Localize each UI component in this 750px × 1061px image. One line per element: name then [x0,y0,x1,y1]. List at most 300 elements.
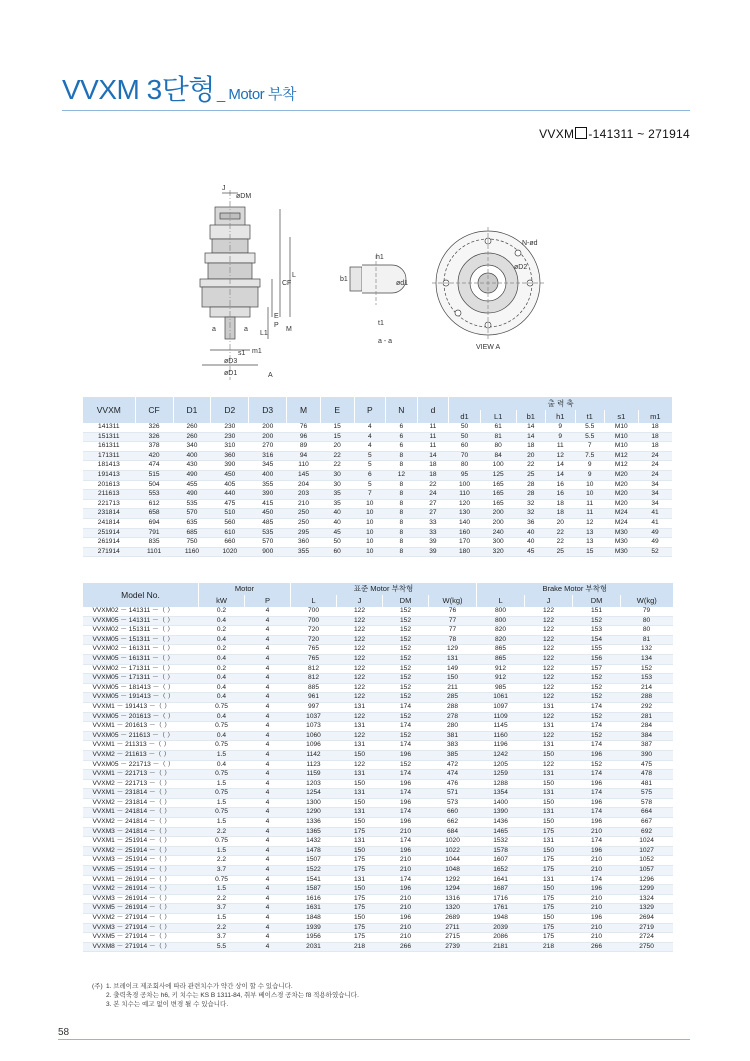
table-cell: 1024 [621,837,673,847]
table-cell: 28 [516,490,545,500]
table-cell: 11 [417,423,449,432]
table-cell: 196 [383,750,429,760]
sub-col-header: J [525,595,573,607]
table-cell: 1292 [429,875,477,885]
table-cell: 355 [287,547,321,557]
table-cell: 9 [575,461,604,471]
table-cell: 440 [211,490,249,500]
table-cell: 2.2 [199,894,245,904]
table-cell: 612 [135,499,173,509]
table-cell: 820 [477,626,525,636]
table-cell: 95 [449,470,481,480]
sub-col-header: DM [383,595,429,607]
table-cell: 12 [575,518,604,528]
table-cell: 100 [449,480,481,490]
table-cell: 70 [449,451,481,461]
table-cell: 1354 [477,789,525,799]
table-cell: 132 [621,645,673,655]
model-row [83,837,673,847]
table-cell: 100 [480,461,516,471]
table-cell: 120 [449,499,481,509]
table-cell: 231814 [83,509,136,519]
table-cell: 820 [477,635,525,645]
sub-col-header: L [477,595,525,607]
table-cell: 3.7 [199,933,245,943]
table-cell: 0.4 [199,683,245,693]
model-row [83,779,673,789]
table-cell: 320 [480,547,516,557]
table-cell: 6 [386,423,418,432]
label-L1: L1 [260,330,268,337]
table-cell: 218 [337,942,383,952]
table-cell: 8 [386,518,418,528]
table-cell: 174 [573,770,621,780]
table-cell: 15 [575,547,604,557]
table-cell: 791 [135,528,173,538]
model-range [539,127,690,141]
table-cell: 961 [291,693,337,703]
table-cell: 125 [480,470,516,480]
table-cell: 1022 [429,846,477,856]
table-cell: 152 [383,626,429,636]
table-cell: VVXM2 － 271914 －（ ） [83,914,199,924]
table-cell: 684 [429,827,477,837]
label-J: J [222,185,226,192]
model-row [83,827,673,837]
table-cell: 34 [638,480,672,490]
table-cell: 14 [546,470,575,480]
table-cell: 7 [575,442,604,452]
table-cell: 4 [245,933,291,943]
table-cell: 1.5 [199,846,245,856]
table-cell: 49 [638,538,672,548]
table-cell: VVXM05 － 141311 －（ ） [83,616,199,626]
spec-row [83,499,673,509]
table-cell: 250 [287,509,321,519]
table-cell: 250 [287,518,321,528]
table-cell: 0.2 [199,626,245,636]
table-cell: 2711 [429,923,477,933]
table-cell: VVXM1 － 191413 －（ ） [83,702,199,712]
table-cell: 76 [287,423,321,432]
table-cell: 340 [173,442,211,452]
model-row [83,693,673,703]
label-m1: m1 [252,348,262,355]
table-cell: 175 [337,933,383,943]
table-cell: 1432 [291,837,337,847]
table-cell: 175 [337,894,383,904]
table-cell: 260 [173,423,211,432]
table-cell: 4 [245,645,291,655]
label-CF: CF [282,280,292,287]
table-cell: 1320 [429,904,477,914]
table-cell: 400 [173,451,211,461]
table-cell: 2719 [621,923,673,933]
table-cell: 214 [621,683,673,693]
table-cell: 122 [337,683,383,693]
table-cell: 1299 [621,885,673,895]
table-cell: 1436 [477,818,525,828]
table-cell: 10 [575,490,604,500]
table-cell: 60 [449,442,481,452]
table-cell: 11 [546,442,575,452]
table-cell: 24 [638,451,672,461]
table-cell: 210 [573,856,621,866]
table-cell: 345 [249,461,287,471]
table-cell: 122 [337,654,383,664]
table-cell: 175 [525,827,573,837]
table-cell: 478 [621,770,673,780]
table-cell: 510 [211,509,249,519]
sub-col-header: L [291,595,337,607]
col-header: d [417,397,449,423]
model-row [83,798,673,808]
table-cell: 450 [211,470,249,480]
spec-row [83,432,673,442]
motor-header: Motor [199,583,291,595]
table-cell: 32 [516,499,545,509]
model-row [83,894,673,904]
table-cell: 34 [638,490,672,500]
table-cell: VVXM05 － 151311 －（ ） [83,635,199,645]
table-cell: 152 [383,683,429,693]
table-cell: 515 [135,470,173,480]
table-cell: 7 [354,490,386,500]
spec-row [83,490,673,500]
table-cell: 405 [211,480,249,490]
table-cell: 4 [245,635,291,645]
table-cell: 1254 [291,789,337,799]
table-cell: 122 [525,607,573,616]
table-cell: 33 [417,528,449,538]
table-cell: 174 [383,722,429,732]
table-cell: 24 [417,490,449,500]
table-cell: 1324 [621,894,673,904]
table-cell: 0.75 [199,789,245,799]
table-cell: VVXM02 － 151311 －（ ） [83,626,199,636]
table-cell: 4 [245,914,291,924]
table-cell: 40 [320,518,354,528]
table-cell: 4 [245,674,291,684]
table-cell: 122 [525,760,573,770]
model-no-header: Model No. [83,583,199,607]
table-cell: 2739 [429,942,477,952]
table-cell: 1196 [477,741,525,751]
table-cell: 1060 [291,731,337,741]
table-cell: VVXM05 － 191413 －（ ） [83,693,199,703]
table-cell: 4 [245,827,291,837]
table-cell: 1336 [291,818,337,828]
table-cell: 181413 [83,461,136,471]
table-cell: 210 [383,904,429,914]
table-cell: 134 [621,654,673,664]
table-cell: VVXM02 － 161311 －（ ） [83,645,199,655]
table-cell: 152 [573,760,621,770]
table-cell: 1939 [291,923,337,933]
table-cell: 174 [573,837,621,847]
table-cell: 4 [245,904,291,914]
table-cell: 122 [337,664,383,674]
table-cell: 131 [525,702,573,712]
label-D1: øD1 [224,370,238,377]
table-cell: 122 [525,683,573,693]
table-cell: 18 [417,461,449,471]
table-cell: 230 [211,423,249,432]
model-row [83,760,673,770]
table-cell: 131 [337,837,383,847]
table-cell: 765 [291,645,337,655]
model-row [83,875,673,885]
table-cell: 110 [287,461,321,471]
table-cell: 24 [638,461,672,471]
table-cell: M20 [604,480,638,490]
table-cell: 4 [245,866,291,876]
table-cell: 18 [638,423,672,432]
table-cell: M12 [604,451,638,461]
table-cell: 191413 [83,470,136,480]
table-cell: 196 [383,885,429,895]
label-s1: s1 [238,350,246,357]
table-cell: 22 [417,480,449,490]
table-cell: 1316 [429,894,477,904]
model-row [83,866,673,876]
table-cell: 390 [211,461,249,471]
table-cell: 49 [638,528,672,538]
table-cell: 2689 [429,914,477,924]
table-cell: 201613 [83,480,136,490]
table-cell: 385 [429,750,477,760]
model-row [83,914,673,924]
table-cell: 174 [573,741,621,751]
table-cell: M20 [604,499,638,509]
table-cell: 667 [621,818,673,828]
table-cell: 1578 [477,846,525,856]
table-cell: 20 [516,451,545,461]
table-cell: 573 [429,798,477,808]
table-cell: 151311 [83,432,136,442]
table-cell: 150 [337,798,383,808]
table-cell: 0.75 [199,875,245,885]
model-row [83,770,673,780]
table-cell: 25 [516,470,545,480]
table-cell: 560 [211,518,249,528]
table-cell: 8 [386,509,418,519]
table-cell: 281 [621,712,673,722]
sub-col-header: W(kg) [621,595,673,607]
table-cell: 36 [516,518,545,528]
range-prefix: VVXM [539,127,575,141]
table-cell: 9 [546,423,575,432]
table-cell: 1761 [477,904,525,914]
table-cell: 122 [337,616,383,626]
table-cell: 210 [383,856,429,866]
table-cell: 1.5 [199,885,245,895]
table-cell: 3.7 [199,904,245,914]
table-cell: 4 [245,875,291,885]
table-cell: 2.2 [199,827,245,837]
table-cell: 27 [417,499,449,509]
table-cell: 35 [320,499,354,509]
table-cell: 2750 [621,942,673,952]
table-cell: M30 [604,547,638,557]
table-cell: 122 [337,731,383,741]
table-cell: 210 [287,499,321,509]
table-cell: 122 [337,607,383,616]
table-cell: 165 [480,480,516,490]
table-cell: 174 [573,808,621,818]
table-cell: 174 [383,741,429,751]
table-cell: 210 [573,923,621,933]
col-header: M [287,397,321,423]
table-cell: 152 [383,607,429,616]
table-cell: 4 [354,423,386,432]
spec-row [83,547,673,557]
table-cell: 122 [525,635,573,645]
table-cell: 96 [287,432,321,442]
table-cell: 1096 [291,741,337,751]
table-cell: VVXM3 － 241814 －（ ） [83,827,199,837]
table-cell: 912 [477,664,525,674]
note-line: 1. 브레이크 제조회사에 따라 관련치수가 약간 상이 할 수 있습니다. [106,983,293,990]
table-cell: 122 [525,693,573,703]
table-cell: 1242 [477,750,525,760]
table-cell: 4 [245,942,291,952]
table-cell: 196 [573,846,621,856]
table-cell: 16 [546,490,575,500]
table-cell: 4 [245,760,291,770]
table-cell: 355 [249,480,287,490]
table-cell: 60 [320,547,354,557]
note-mark: (주) [92,983,103,990]
table-cell: 150 [337,750,383,760]
table-cell: VVXM02 － 141311 －（ ） [83,607,199,616]
table-cell: 288 [621,693,673,703]
table-cell: 535 [173,499,211,509]
label-b1: b1 [340,276,348,283]
table-cell: 40 [516,528,545,538]
table-cell: 175 [525,904,573,914]
table-cell: 4 [245,750,291,760]
table-cell: VVXM2 － 231814 －（ ） [83,798,199,808]
table-cell: 288 [429,702,477,712]
table-cell: 4 [245,683,291,693]
table-cell: 1.5 [199,779,245,789]
table-cell: 210 [573,827,621,837]
table-cell: 0.2 [199,664,245,674]
table-cell: 157 [573,664,621,674]
table-cell: 175 [525,856,573,866]
table-cell: 474 [135,461,173,471]
table-cell: 5 [354,480,386,490]
table-cell: 18 [638,442,672,452]
table-cell: 455 [173,480,211,490]
table-cell: 9 [575,470,604,480]
table-cell: 174 [573,722,621,732]
table-cell: 575 [621,789,673,799]
table-cell: 150 [337,846,383,856]
model-row [83,818,673,828]
spec-row [83,518,673,528]
table-cell: 196 [383,914,429,924]
table-cell: 240 [480,528,516,538]
table-cell: 635 [173,518,211,528]
table-cell: 1159 [291,770,337,780]
col-header: VVXM [83,397,136,423]
table-cell: 900 [249,547,287,557]
table-cell: 285 [429,693,477,703]
table-cell: 39 [417,538,449,548]
title-sub: _ Motor 부착 [216,86,296,103]
table-cell: 131 [525,808,573,818]
label-D2: øD2 [514,264,528,271]
table-cell: 196 [573,885,621,895]
table-cell: 122 [525,645,573,655]
table-cell: 278 [429,712,477,722]
table-cell: 1507 [291,856,337,866]
spec-row [83,451,673,461]
table-cell: 131 [525,722,573,732]
table-cell: 11 [417,442,449,452]
table-cell: 14 [546,461,575,471]
table-cell: M30 [604,528,638,538]
table-cell: 0.4 [199,635,245,645]
table-cell: M12 [604,461,638,471]
standard-motor-header: 표준 Motor 부착형 [291,583,477,595]
table-cell: 150 [337,818,383,828]
sub-col-header: d1 [449,410,481,423]
table-cell: 241814 [83,518,136,528]
table-cell: 9 [546,432,575,442]
model-row [83,942,673,952]
title-main: VVXM 3단형 [62,74,215,105]
table-cell: 18 [546,499,575,509]
table-cell: 4 [245,731,291,741]
table-cell: 152 [383,664,429,674]
table-cell: M20 [604,490,638,500]
table-cell: 570 [173,509,211,519]
table-cell: 885 [291,683,337,693]
table-cell: 571 [429,789,477,799]
table-cell: 150 [337,914,383,924]
table-cell: 1716 [477,894,525,904]
table-cell: 10 [354,538,386,548]
table-cell: VVXM05 － 201613 －（ ） [83,712,199,722]
table-cell: 196 [573,798,621,808]
table-cell: 504 [135,480,173,490]
table-cell: 18 [638,432,672,442]
table-cell: VVXM2 － 261914 －（ ） [83,885,199,895]
table-cell: 700 [291,616,337,626]
table-cell: 4 [245,722,291,732]
table-cell: VVXM2 － 241814 －（ ） [83,818,199,828]
table-cell: 152 [383,616,429,626]
table-cell: 450 [249,509,287,519]
spec-row [83,470,673,480]
table-cell: 865 [477,654,525,664]
table-cell: 1205 [477,760,525,770]
col-header: CF [135,397,173,423]
table-cell: 150 [525,798,573,808]
table-cell: 295 [287,528,321,538]
table-cell: 1027 [621,846,673,856]
label-Nd: N-ød [522,240,538,247]
table-cell: 122 [525,664,573,674]
page-number: 58 [58,1027,70,1038]
table-cell: 1142 [291,750,337,760]
table-cell: 662 [429,818,477,828]
table-cell: 129 [429,645,477,655]
label-a-left: a [212,326,216,333]
